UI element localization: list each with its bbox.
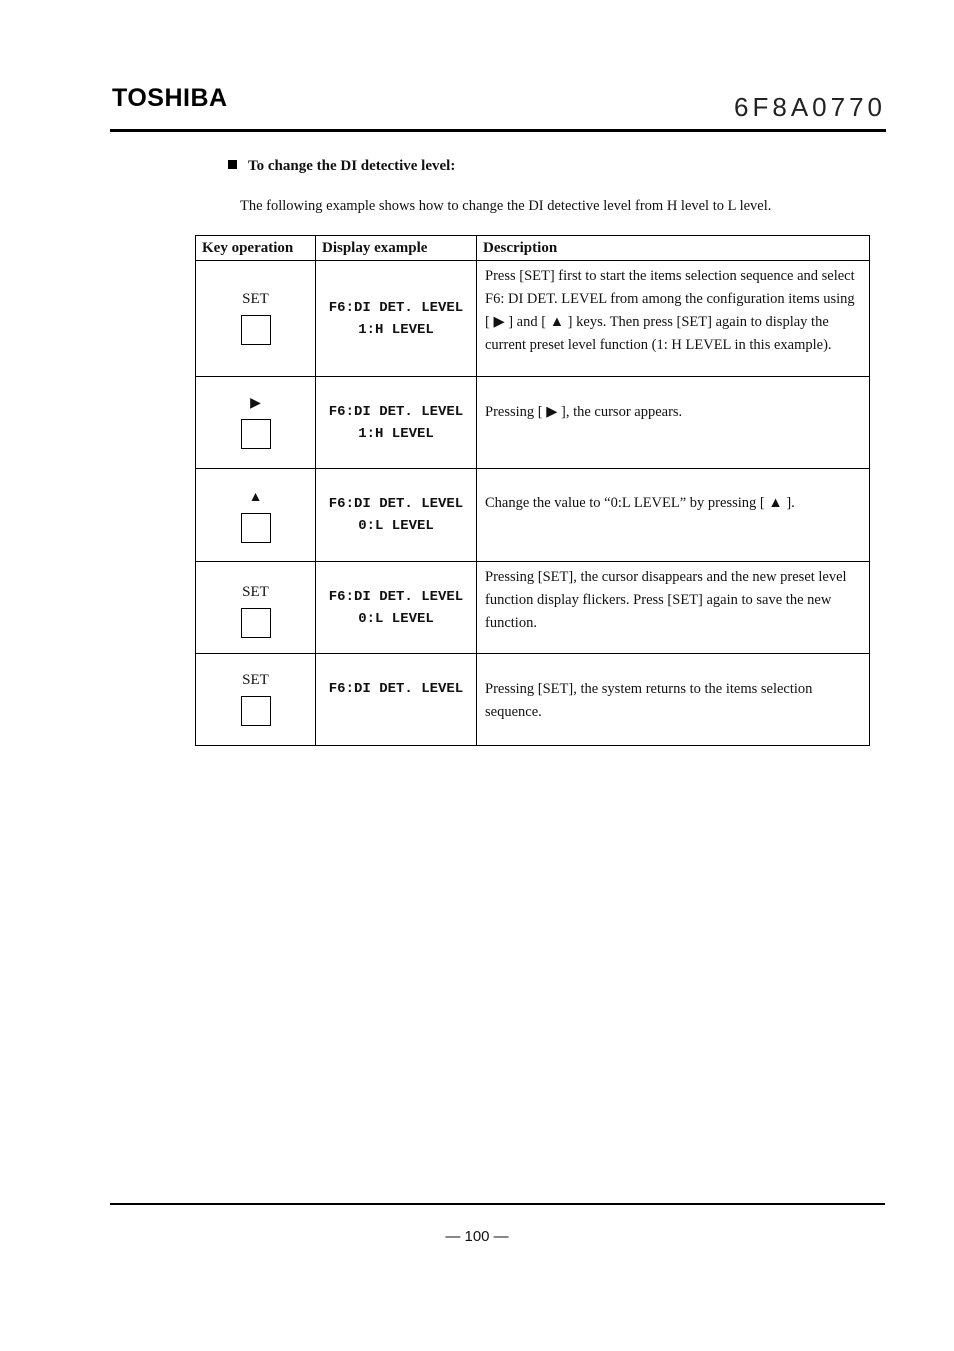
display-line-1: F6:DI DET. LEVEL <box>328 300 464 316</box>
column-header-display-example: Display example <box>316 236 477 261</box>
document-number: 6F8A0770 <box>734 92 886 122</box>
header-rule <box>110 129 886 132</box>
key-operation-cell <box>196 377 316 469</box>
right-key-icon <box>241 419 271 449</box>
table-row <box>196 377 870 469</box>
key-label: SET <box>242 672 269 688</box>
display-line-1: F6:DI DET. LEVEL <box>328 496 464 512</box>
key-operation-table <box>195 235 870 746</box>
display-example-cell <box>316 377 477 469</box>
key-label: SET <box>242 291 269 307</box>
section-title <box>228 158 455 175</box>
up-arrow-icon: ▲ <box>248 490 263 505</box>
display-line-1: F6:DI DET. LEVEL <box>328 681 464 697</box>
brand-logo: TOSHIBA <box>112 84 228 112</box>
up-key-icon <box>241 513 271 543</box>
display-line-2: 0:L LEVEL <box>358 518 434 534</box>
key-operation-cell <box>196 562 316 654</box>
table-header-row <box>196 236 870 261</box>
set-key-icon <box>241 696 271 726</box>
key-label: SET <box>242 584 269 600</box>
table-row <box>196 562 870 654</box>
set-key-icon <box>241 608 271 638</box>
display-example-cell <box>316 654 477 746</box>
description-cell: Pressing [SET], the cursor disappears and the new preset level function display flickers. Press [SET] again to save the new function. <box>477 562 870 654</box>
display-line-1: F6:DI DET. LEVEL <box>328 404 464 420</box>
right-arrow-icon: ▶ <box>250 396 261 411</box>
display-example-cell <box>316 261 477 377</box>
key-operation-cell <box>196 469 316 562</box>
display-example-cell <box>316 469 477 562</box>
table-row <box>196 261 870 377</box>
display-line-2: 0:L LEVEL <box>358 611 434 627</box>
description-cell: Change the value to “0:L LEVEL” by pressing [ ▲ ]. <box>477 469 870 562</box>
table-row <box>196 469 870 562</box>
intro-text: The following example shows how to change the DI detective level from H level to L level. <box>240 198 772 214</box>
table-row <box>196 654 870 746</box>
display-line-2: 1:H LEVEL <box>358 322 434 338</box>
column-header-key-operation: Key operation <box>196 236 316 261</box>
description-cell: Pressing [ ▶ ], the cursor appears. <box>477 377 870 469</box>
column-header-description: Description <box>477 236 870 261</box>
key-operation-cell <box>196 261 316 377</box>
section-title-text: To change the DI detective level: <box>248 158 456 174</box>
display-example-cell <box>316 562 477 654</box>
page-number: — 100 — <box>445 1228 509 1245</box>
key-operation-cell <box>196 654 316 746</box>
display-line-2: 1:H LEVEL <box>358 426 434 442</box>
set-key-icon <box>241 315 271 345</box>
description-cell: Pressing [SET], the system returns to the items selection sequence. <box>477 654 870 746</box>
footer-rule <box>110 1203 885 1205</box>
square-bullet-icon <box>228 160 237 169</box>
description-cell: Press [SET] first to start the items selection sequence and select F6: DI DET. LEVEL from among the configuration items using [ ▶ ] and [ ▲ ] keys. Then press [SET] again to display the current preset level function (1: H LEVEL in this example). <box>477 261 870 377</box>
display-line-1: F6:DI DET. LEVEL <box>328 589 464 605</box>
